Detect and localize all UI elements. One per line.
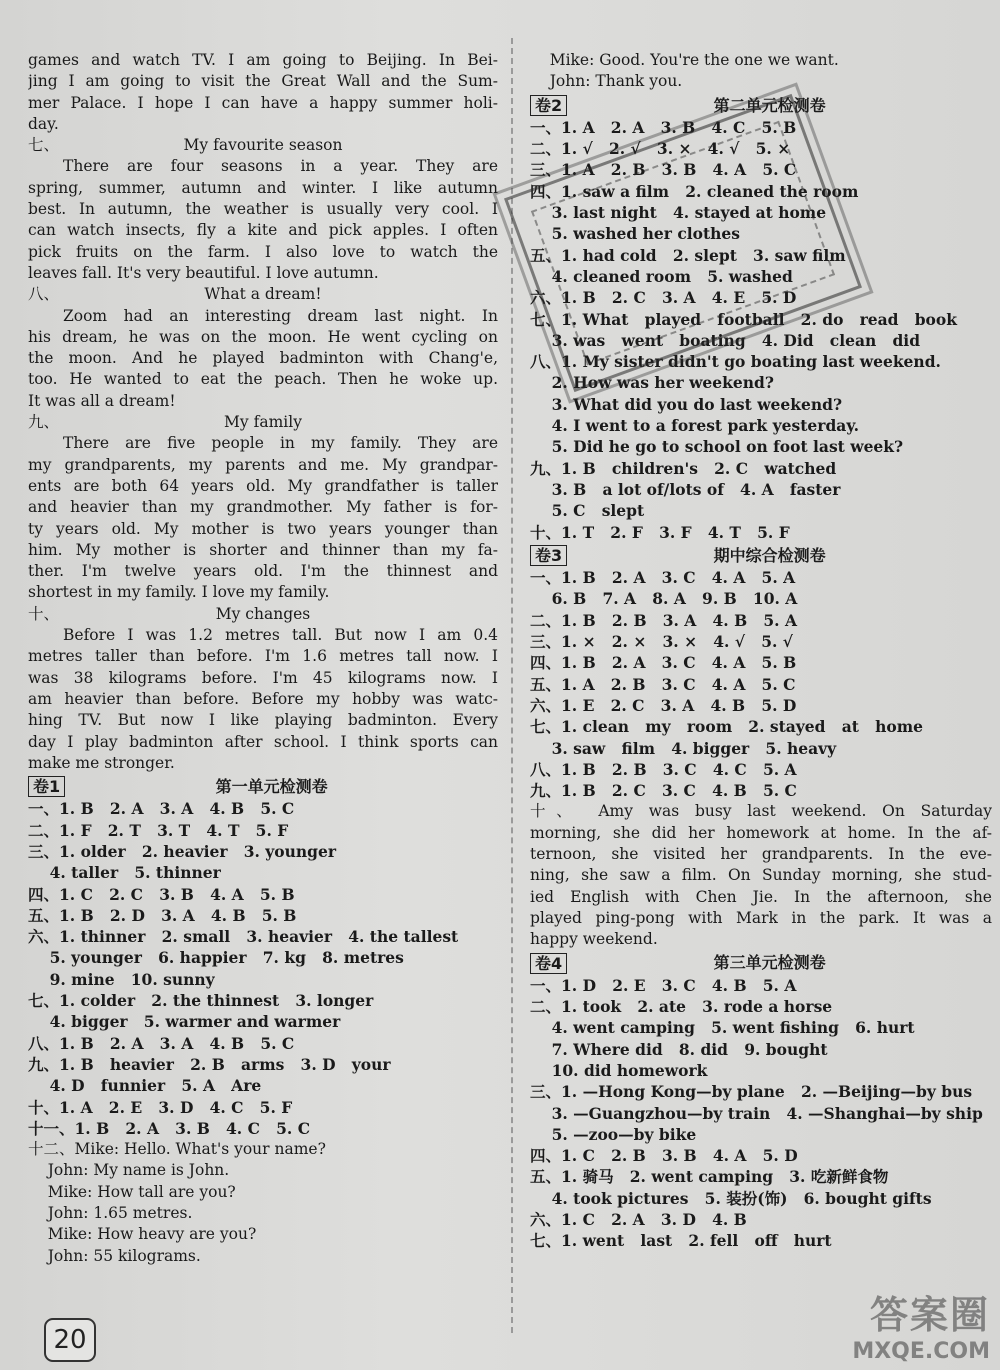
text-line: mer Palace. I hope I can have a happy summer holi- bbox=[28, 93, 498, 112]
paper-tag: 卷2 bbox=[530, 95, 567, 116]
watermark-text: 答案圈 bbox=[869, 1293, 990, 1337]
answer-line: 4. cleaned room 5. washed bbox=[530, 266, 793, 286]
text-line: happy weekend. bbox=[530, 930, 658, 949]
text-line: John: 55 kilograms. bbox=[28, 1246, 201, 1265]
text-line: John: My name is John. bbox=[28, 1161, 230, 1180]
section-header bbox=[530, 95, 992, 116]
answer-line: 6. B 7. A 8. A 9. B 10. A bbox=[530, 589, 798, 609]
essay-heading: 七、 My favourite season bbox=[28, 135, 498, 156]
text-line: metres taller than before. I'm 1.6 metres tall now. I bbox=[28, 647, 498, 666]
text-line: am heavier than before. Before my hobby was watc- bbox=[28, 689, 498, 708]
text-line: 十二、Mike: Hello. What's your name? bbox=[28, 1140, 326, 1159]
answer-line: 三、1. × 2. × 3. × 4. √ 5. √ bbox=[530, 632, 793, 652]
text-line: can watch insects, fly a kite and pick apples. I often bbox=[28, 221, 498, 240]
answer-line: 九、1. B 2. C 3. C 4. B 5. C bbox=[530, 781, 797, 801]
paper-tag: 卷1 bbox=[28, 776, 65, 797]
text-line: morning, she did her homework at home. In the af- bbox=[530, 823, 992, 842]
answer-line: 五、1. 骑马 2. went camping 3. 吃新鲜食物 bbox=[530, 1167, 889, 1187]
answer-line: 二、1. F 2. T 3. T 4. T 5. F bbox=[28, 820, 289, 840]
answer-line: 一、1. B 2. A 3. C 4. A 5. A bbox=[530, 568, 796, 588]
section-title: 期中综合检测卷 bbox=[713, 545, 826, 565]
answer-line: 三、1. older 2. heavier 3. younger bbox=[28, 841, 337, 861]
text-line: jing I am going to visit the Great Wall and the Sum- bbox=[28, 72, 498, 91]
answer-line: 4. bigger 5. warmer and warmer bbox=[28, 1012, 341, 1032]
text-line: John: 1.65 metres. bbox=[28, 1204, 193, 1223]
text-line: There are five people in my family. They are bbox=[63, 434, 498, 453]
text-line: his dream, he was on the moon. He went cycling on bbox=[28, 327, 498, 346]
text-line: It was all a dream! bbox=[28, 391, 176, 410]
answer-line: 三、1. A 2. B 3. B 4. A 5. C bbox=[530, 160, 797, 180]
text-line: ty years old. My mother is two years younger than bbox=[28, 519, 498, 538]
answer-line: 六、1. B 2. C 3. A 4. E 5. D bbox=[530, 288, 797, 308]
answer-line: 3. B a lot of/lots of 4. A faster bbox=[530, 479, 841, 499]
section-header bbox=[530, 545, 992, 566]
essay-title: My family bbox=[224, 413, 302, 432]
answer-line: 二、1. B 2. B 3. A 4. B 5. A bbox=[530, 610, 797, 630]
answer-line: 十一、1. B 2. A 3. B 4. C 5. C bbox=[28, 1118, 311, 1138]
section-header bbox=[530, 952, 992, 973]
answer-line: 七、1. colder 2. the thinnest 3. longer bbox=[28, 991, 374, 1011]
answer-line: 5. C slept bbox=[530, 501, 645, 521]
answer-line: 5. younger 6. happier 7. kg 8. metres bbox=[28, 948, 404, 968]
text-line: day I play badminton after school. I think sports can bbox=[28, 732, 498, 751]
answer-line: 八、1. My sister didn't go boating last weekend. bbox=[530, 352, 941, 372]
text-line: John: Thank you. bbox=[530, 72, 683, 91]
answer-line: 六、1. thinner 2. small 3. heavier 4. the tallest bbox=[28, 927, 459, 947]
essay-heading: 九、 My family bbox=[28, 412, 498, 433]
answer-line: 3. last night 4. stayed at home bbox=[530, 203, 827, 223]
text-line: make me stronger. bbox=[28, 753, 175, 772]
answer-line: 八、1. B 2. A 3. A 4. B 5. C bbox=[28, 1033, 295, 1053]
answer-line: 4. D funnier 5. A Are bbox=[28, 1076, 262, 1096]
text-line: best. In autumn, the weather is usually very cool. I bbox=[28, 200, 498, 219]
watermark-logo bbox=[852, 1284, 990, 1364]
answer-line: 四、1. saw a film 2. cleaned the room bbox=[530, 181, 859, 201]
text-line: was 38 kilograms before. I'm 45 kilograms now. I bbox=[28, 668, 498, 687]
answer-line: 二、1. took 2. ate 3. rode a horse bbox=[530, 997, 833, 1017]
answer-line: 九、1. B heavier 2. B arms 3. D your bbox=[28, 1054, 391, 1074]
text-line: Before I was 1.2 metres tall. But now I am 0.4 bbox=[63, 626, 498, 645]
answer-line: 四、1. C 2. C 3. B 4. A 5. B bbox=[28, 884, 295, 904]
answer-line: 9. mine 10. sunny bbox=[28, 969, 215, 989]
answer-line: 5. washed her clothes bbox=[530, 224, 741, 244]
text-line: the moon. And he played badminton with Chang'e, bbox=[28, 349, 498, 368]
answer-line: 3. was went boating 4. Did clean did bbox=[530, 330, 921, 350]
answer-line: 六、1. C 2. A 3. D 4. B bbox=[530, 1210, 747, 1230]
answer-line: 三、1. —Hong Kong—by plane 2. —Beijing—by bus bbox=[530, 1082, 973, 1102]
text-line: Mike: How tall are you? bbox=[28, 1182, 236, 1201]
text-line: ents are both 64 years old. My grandfather is taller bbox=[28, 476, 498, 495]
answer-line: 八、1. B 2. B 3. C 4. C 5. A bbox=[530, 759, 797, 779]
section-title: 第一单元检测卷 bbox=[215, 777, 328, 797]
answer-line: 4. went camping 5. went fishing 6. hurt bbox=[530, 1018, 915, 1038]
text-line: played ping-pong with Mark in the park. It was a bbox=[530, 908, 992, 927]
section-title: 第二单元检测卷 bbox=[713, 95, 826, 115]
answer-line: 10. did homework bbox=[530, 1060, 708, 1080]
answer-line: 四、1. C 2. B 3. B 4. A 5. D bbox=[530, 1146, 798, 1166]
answer-line: 4. took pictures 5. 装扮(饰) 6. bought gifts bbox=[530, 1188, 932, 1208]
paper-tag: 卷4 bbox=[530, 953, 567, 974]
text-line: ied English with Chen Jie. In the afternoon, she bbox=[530, 887, 992, 906]
text-line: him. My mother is shorter and thinner than my fa- bbox=[28, 540, 498, 559]
text-line: day. bbox=[28, 114, 59, 133]
answer-line: 4. I went to a forest park yesterday. bbox=[530, 416, 859, 436]
page-number: 20 bbox=[44, 1318, 96, 1362]
answer-line: 七、1. clean my room 2. stayed at home bbox=[530, 717, 923, 737]
essay-title: My favourite season bbox=[183, 136, 343, 155]
essay-title: My changes bbox=[215, 604, 311, 623]
text-line: 十、 Amy was busy last weekend. On Saturday bbox=[530, 802, 992, 821]
text-line: Mike: How heavy are you? bbox=[28, 1225, 257, 1244]
answer-line: 5. —zoo—by bike bbox=[530, 1124, 697, 1144]
watermark-url: MXQE.COM bbox=[852, 1339, 990, 1364]
answer-line: 3. What did you do last weekend? bbox=[530, 394, 843, 414]
essay-heading: 十、 My changes bbox=[28, 604, 498, 625]
section-header bbox=[28, 776, 498, 797]
text-line: hing TV. But now I like playing badminton. Every bbox=[28, 711, 498, 730]
left-column bbox=[28, 50, 498, 1267]
section-title: 第三单元检测卷 bbox=[713, 953, 826, 973]
answer-line: 7. Where did 8. did 9. bought bbox=[530, 1039, 828, 1059]
text-line: ning, she saw a film. On Sunday morning, she stud- bbox=[530, 866, 992, 885]
answer-line: 七、1. What played football 2. do read book bbox=[530, 309, 957, 329]
answer-line: 3. saw film 4. bigger 5. heavy bbox=[530, 738, 837, 758]
answer-line: 2. How was her weekend? bbox=[530, 373, 774, 393]
right-column bbox=[530, 50, 992, 1252]
text-line: and heavier than my grandmother. My father is for- bbox=[28, 498, 498, 517]
answer-line: 二、1. √ 2. √ 3. × 4. √ 5. × bbox=[530, 139, 791, 159]
column-divider bbox=[511, 38, 513, 1333]
text-line: my grandparents, my parents and me. My grandpar- bbox=[28, 455, 498, 474]
answer-line: 一、1. D 2. E 3. C 4. B 5. A bbox=[530, 975, 797, 995]
answer-line: 五、1. had cold 2. slept 3. saw film bbox=[530, 245, 846, 265]
text-line: shortest in my family. I love my family. bbox=[28, 583, 330, 602]
text-line: leaves fall. It's very beautiful. I love autumn. bbox=[28, 263, 379, 282]
answer-line: 4. taller 5. thinner bbox=[28, 863, 221, 883]
paper-tag: 卷3 bbox=[530, 545, 567, 566]
text-line: spring, summer, autumn and winter. I like autumn bbox=[28, 178, 498, 197]
answer-line: 五、1. B 2. D 3. A 4. B 5. B bbox=[28, 905, 297, 925]
answer-line: 四、1. B 2. A 3. C 4. A 5. B bbox=[530, 653, 797, 673]
answer-line: 十、1. A 2. E 3. D 4. C 5. F bbox=[28, 1097, 293, 1117]
text-line: too. He wanted to eat the peach. Then he woke up. bbox=[28, 370, 498, 389]
text-line: pick fruits on the farm. I also love to watch the bbox=[28, 242, 498, 261]
text-line: Zoom had an interesting dream last night. In bbox=[63, 306, 498, 325]
answer-line: 九、1. B children's 2. C watched bbox=[530, 458, 837, 478]
answer-line: 七、1. went last 2. fell off hurt bbox=[530, 1231, 832, 1251]
answer-line: 一、1. A 2. A 3. B 4. C 5. B bbox=[530, 117, 797, 137]
text-line: ther. I'm twelve years old. I'm the thinnest and bbox=[28, 562, 498, 581]
answer-line: 5. Did he go to school on foot last week? bbox=[530, 437, 904, 457]
answer-line: 五、1. A 2. B 3. C 4. A 5. C bbox=[530, 674, 796, 694]
essay-heading: 八、 What a dream! bbox=[28, 284, 498, 305]
answer-line: 一、1. B 2. A 3. A 4. B 5. C bbox=[28, 799, 295, 819]
text-line: There are four seasons in a year. They are bbox=[63, 157, 498, 176]
answer-line: 六、1. E 2. C 3. A 4. B 5. D bbox=[530, 695, 797, 715]
answer-line: 3. —Guangzhou—by train 4. —Shanghai—by ship bbox=[530, 1103, 983, 1123]
essay-title: What a dream! bbox=[204, 285, 322, 304]
text-line: Mike: Good. You're the one we want. bbox=[530, 51, 839, 69]
answer-line: 十、1. T 2. F 3. F 4. T 5. F bbox=[530, 522, 790, 542]
text-line: ternoon, she visited her grandparents. In the eve- bbox=[530, 844, 992, 863]
text-line: games and watch TV. I am going to Beijing. In Bei- bbox=[28, 51, 498, 69]
